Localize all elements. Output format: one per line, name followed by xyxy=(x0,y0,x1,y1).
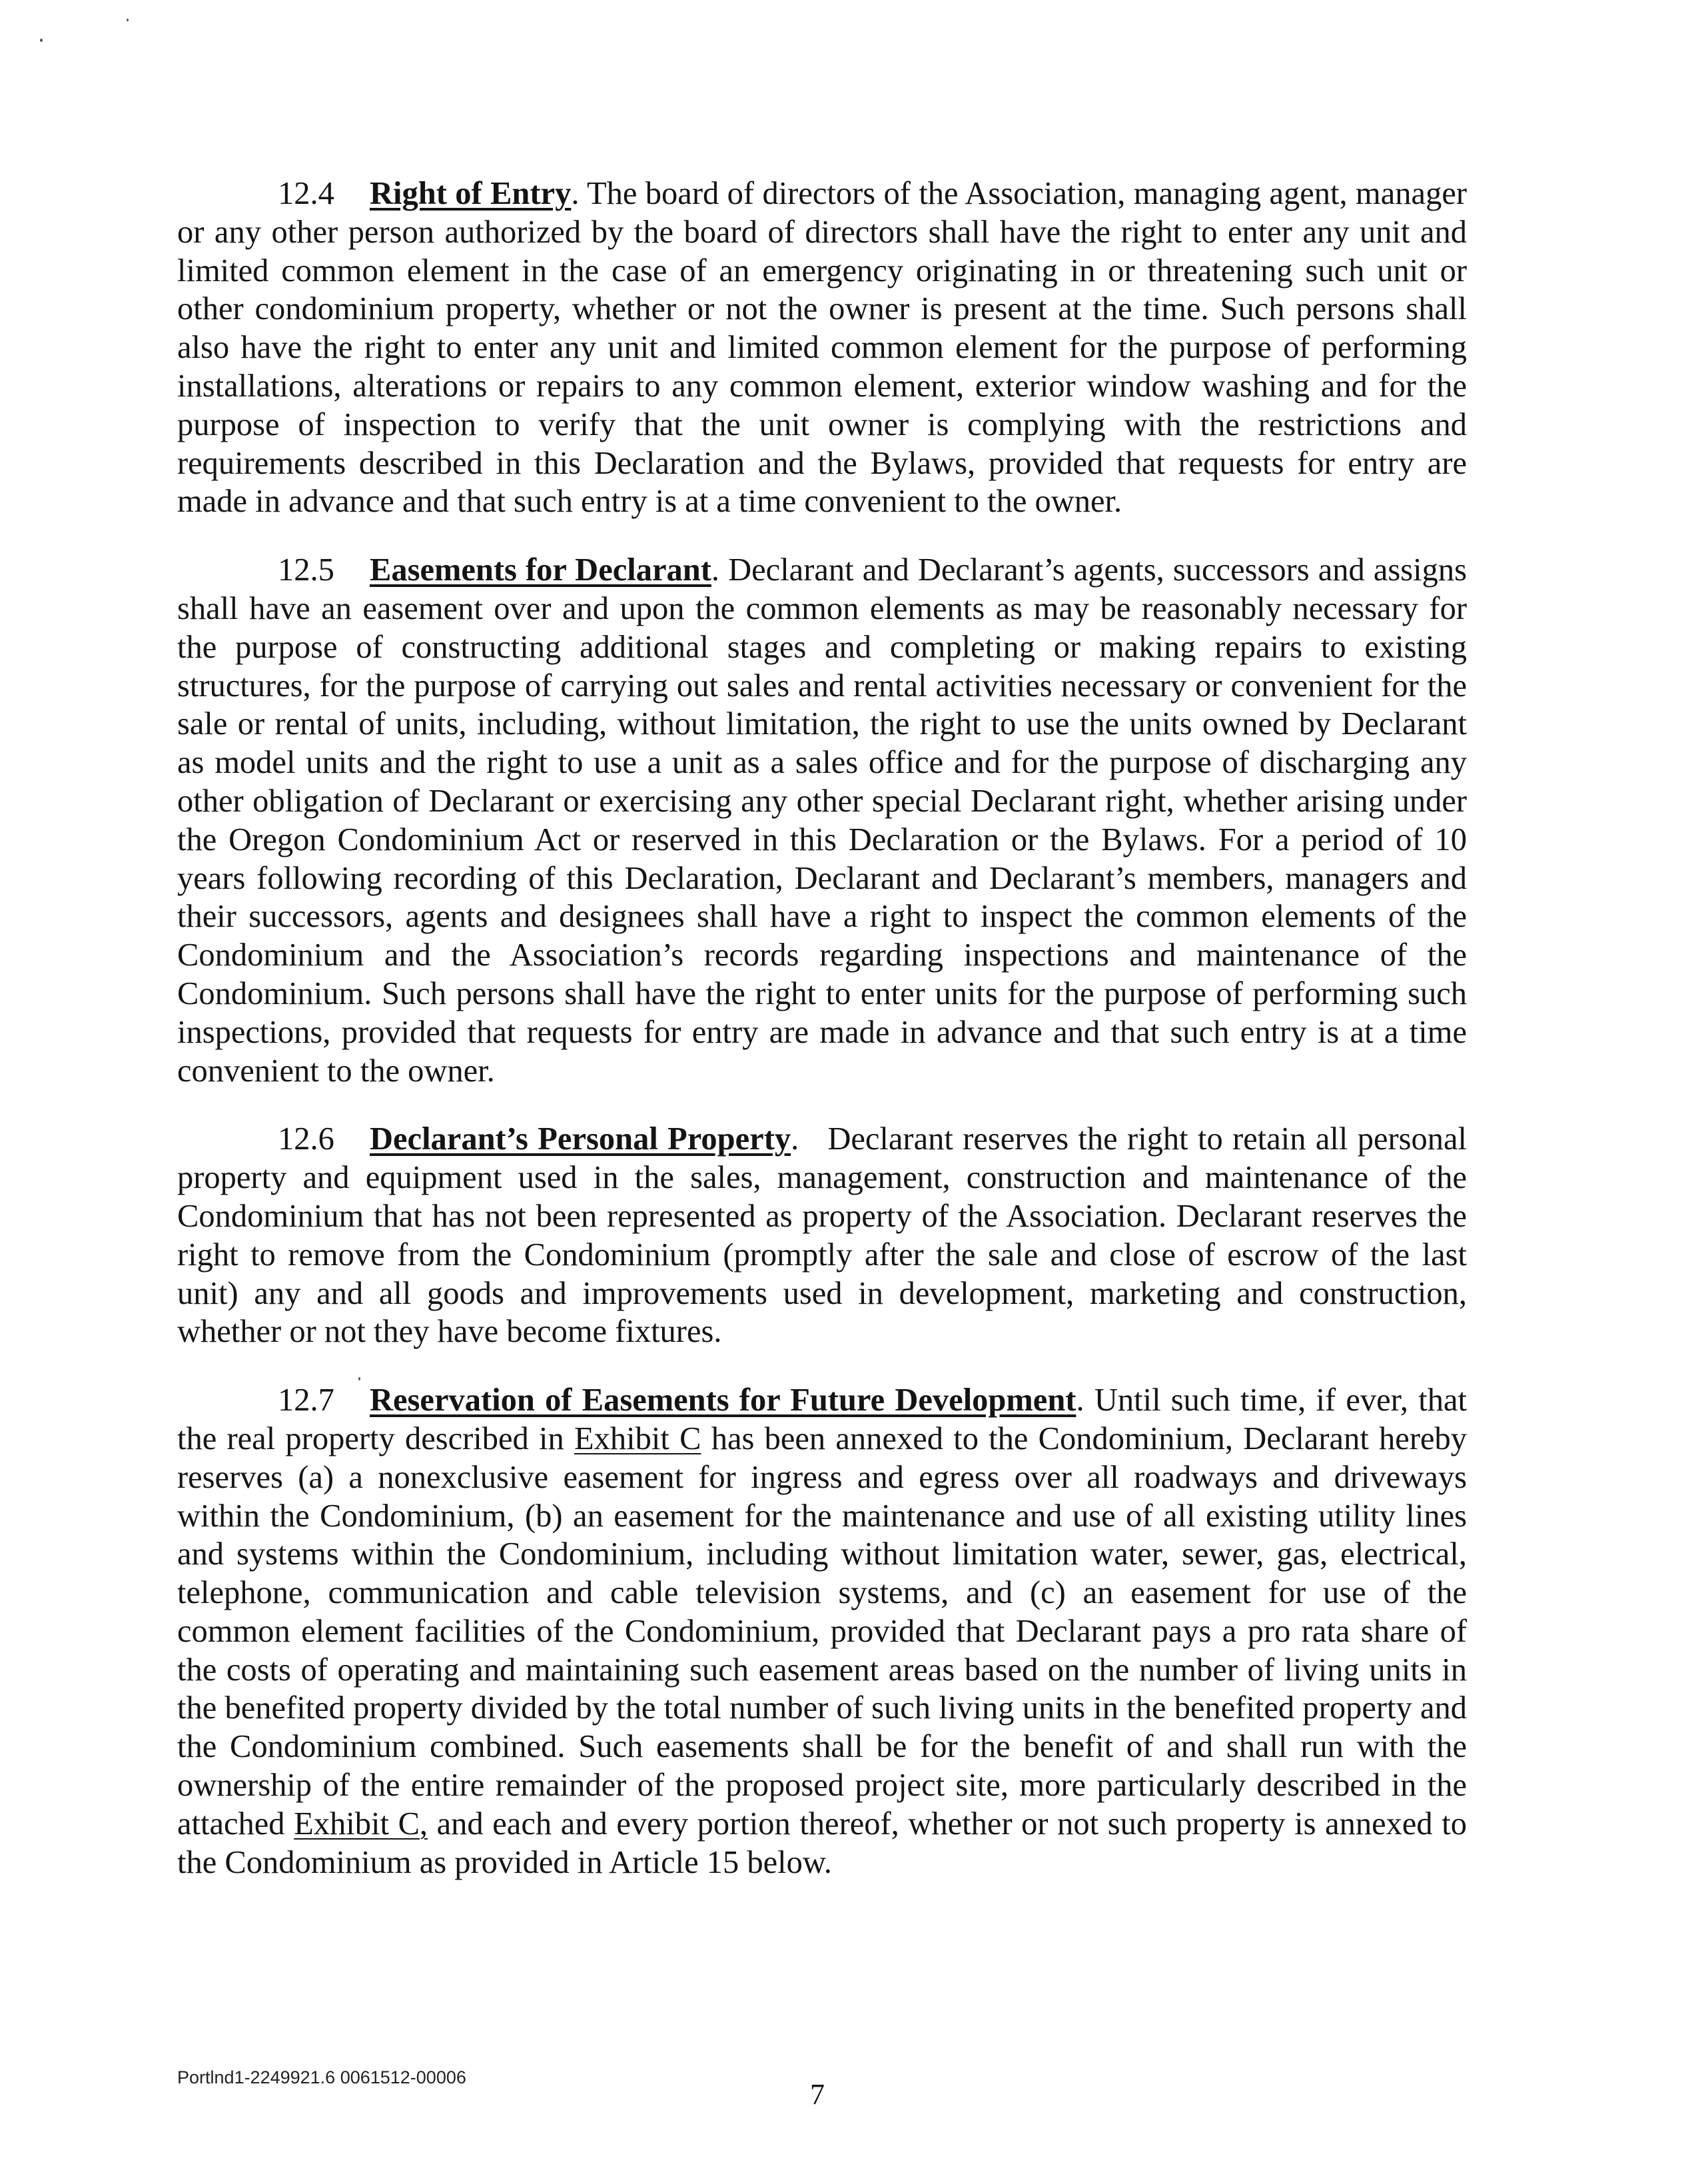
heading-punctuation: . xyxy=(571,176,580,211)
section-number: 12.5 xyxy=(278,552,334,588)
heading-punctuation: . xyxy=(711,552,720,588)
scan-speck xyxy=(40,39,43,42)
section-text: Until such time, if ever, that the real property described in xyxy=(177,1382,1468,1456)
heading-punctuation: . xyxy=(791,1121,799,1157)
section-text: has been annexed to the Condominium, Declarant hereby reserves (a) a nonexclusive easement for ingress and egress over all roadways and driveways within the Condominium, (b) an easement for the maintenance and use of all existing utility lines and systems within the Condominium, including without limitation water, sewer, gas, electrical, telephone, communication and cable television systems, and (c) an easement for use of the common element facilities of the Condominium, provided that Declarant pays a pro rata share of the costs of operating and maintaining such easement areas based on the number of living units in the benefited property divided by the total number of such living units in the benefited property and the Condominium combined. Such easements shall be for the benefit of and shall run with the ownership of the entire remainder of the proposed project site, more particularly described in the attached xyxy=(177,1420,1467,1842)
section-text: Declarant and Declarant’s agents, successors and assigns shall have an easement over and upon the common elements as may be reasonably necessary for the purpose of constructing additional stages and completing or making repairs to existing structures, for the purpose of carrying out sales and rental activities necessary or convenient for the sale or rental of units, including, without limitation, the right to use the units owned by Declarant as model units and the right to use a unit as a sales office and for the purpose of discharging any other obligation of Declarant or exercising any other special Declarant right, whether arising under the Oregon Condominium Act or reserved in this Declaration or the Bylaws. For a period of 10 years following recording of this Declaration, Declarant and Declarant’s members, managers and their successors, agents and designees shall have a right to inspect the common elements of the Condominium and the Association’s records regarding inspections and maintenance of the Condominium. Such persons shall have the right to enter units for the purpose of performing such inspections, provided that requests for entry are made in advance and that such entry is at a time convenient to the owner. xyxy=(177,552,1467,1089)
section-12-7 xyxy=(177,1381,1467,1882)
section-12-4 xyxy=(177,175,1467,521)
section-number: 12.4 xyxy=(278,176,334,211)
document-id-footer: Portlnd1-2249921.6 0061512-00006 xyxy=(177,2067,466,2087)
document-body xyxy=(177,175,1467,1911)
section-text: The board of directors of the Association, managing agent, manager or any other person authorized by the board of directors shall have the right to enter any unit and limited common element in the case of an emergency originating in or threatening such unit or other condominium property, whether or not the owner is present at the time. Such persons shall also have the right to enter any unit and limited common element for the purpose of performing installations, alterations or repairs to any common element, exterior window washing and for the purpose of inspection to verify that the unit owner is complying with the restrictions and requirements described in this Declaration and the Bylaws, provided that requests for entry are made in advance and that such entry is at a time convenient to the owner. xyxy=(177,176,1468,520)
section-heading: Declarant’s Personal Property xyxy=(370,1121,791,1157)
exhibit-c-reference: Exhibit C, xyxy=(294,1806,428,1842)
section-text: Declarant reserves the right to retain all personal property and equipment used in the sales, management, construction and maintenance of the Condominium that has not been represented as property of the Association. Declarant reserves the right to remove from the Condominium (promptly after the sale and close of escrow of the last unit) any and all goods and improvements used in development, marketing and construction, whether or not they have become fixtures. xyxy=(177,1121,1468,1350)
section-number: 12.7 xyxy=(278,1382,334,1418)
section-number: 12.6 xyxy=(278,1121,334,1157)
page-number: 7 xyxy=(810,2078,825,2111)
exhibit-c-reference: Exhibit C xyxy=(574,1420,701,1456)
section-text: and each and every portion thereof, whether or not such property is annexed to the Condominium as provided in Article 15 below. xyxy=(177,1806,1468,1880)
section-heading: Reservation of Easements for Future Development xyxy=(370,1382,1076,1418)
section-heading: Right of Entry xyxy=(370,176,572,211)
section-12-6 xyxy=(177,1120,1467,1351)
section-heading: Easements for Declarant xyxy=(370,552,711,588)
heading-punctuation: . xyxy=(1076,1382,1084,1418)
section-12-5 xyxy=(177,551,1467,1090)
scan-speck xyxy=(127,19,129,21)
